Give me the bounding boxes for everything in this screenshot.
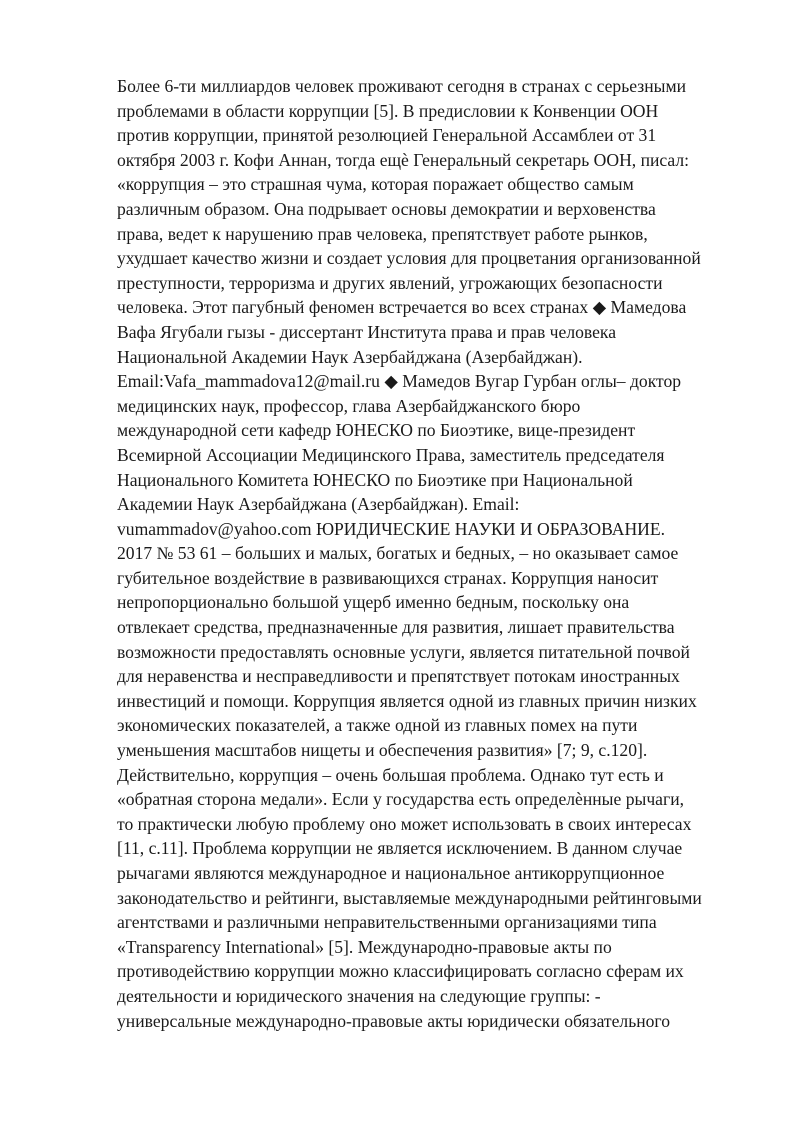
text-line: возможности предоставлять основные услуги, является питательной почвой [117, 641, 690, 662]
text-line: [11, с.11]. Проблема коррупции не является исключением. В данном случае [117, 838, 683, 859]
text-line: Национальной Академии Наук Азербайджана (Азербайджан). [117, 346, 583, 367]
text-line: международной сети кафедр ЮНЕСКО по Биоэтике, вице-президент [117, 420, 636, 441]
text-line: уменьшения масштабов нищеты и обеспечения развития» [7; 9, с.120]. [117, 740, 648, 761]
text-line: октября 2003 г. Кофи Аннан, тогда ещѐ Генеральный секретарь ООН, писал: [117, 149, 690, 170]
text-line: медицинских наук, профессор, глава Азербайджанского бюро [117, 395, 581, 416]
text-line: Email:Vafa_mammadova12@mail.ru ◆ Мамедов Вугар Гурбан оглы– доктор [117, 371, 682, 392]
text-line: отвлекает средства, предназначенные для развития, лишает правительства [117, 617, 675, 638]
text-line: для неравенства и несправедливости и препятствует потокам иностранных [117, 666, 680, 687]
text-line: непропорционально большой ущерб именно бедным, поскольку она [117, 592, 630, 613]
text-line: агентствами и различными неправительственными организациями типа [117, 912, 657, 933]
text-line: Всемирной Ассоциации Медицинского Права, заместитель председателя [117, 444, 665, 465]
text-line: различным образом. Она подрывает основы демократии и верховенства [117, 198, 656, 219]
text-line: универсальные международно-правовые акты юридически обязательного [117, 1010, 671, 1031]
text-line: против коррупции, принятой резолюцией Генеральной Ассамблеи от 31 [117, 125, 657, 146]
text-line: Академии Наук Азербайджана (Азербайджан). Email: [117, 494, 520, 515]
text-line: «Transparency International» [5]. Международно-правовые акты по [117, 936, 612, 957]
body-text [117, 74, 757, 1033]
text-line: губительное воздействие в развивающихся странах. Коррупция наносит [117, 567, 659, 588]
text-line: преступности, терроризма и других явлений, угрожающих безопасности [117, 272, 663, 293]
text-line: 2017 № 53 61 – больших и малых, богатых и бедных, – но оказывает самое [117, 543, 679, 564]
text-line: деятельности и юридического значения на следующие группы: - [117, 985, 601, 1006]
text-line: инвестиций и помощи. Коррупция является одной из главных причин низких [117, 690, 697, 711]
text-line: права, ведет к нарушению прав человека, препятствует работе рынков, [117, 223, 648, 244]
text-line: то практически любую проблему оно может использовать в своих интересах [117, 813, 692, 834]
text-line: человека. Этот пагубный феномен встречается во всех странах ◆ Мамедова [117, 297, 687, 318]
text-line: Вафа Ягубали гызы - диссертант Института права и прав человека [117, 321, 617, 342]
text-line: противодействию коррупции можно классифицировать согласно сферам их [117, 961, 684, 982]
text-line: «коррупция – это страшная чума, которая поражает общество самым [117, 174, 634, 195]
text-line: законодательство и рейтинги, выставляемые международными рейтинговыми [117, 887, 702, 908]
text-line: Национального Комитета ЮНЕСКО по Биоэтике при Национальной [117, 469, 633, 490]
text-line: Действительно, коррупция – очень большая проблема. Однако тут есть и [117, 764, 664, 785]
text-line: Более 6-ти миллиардов человек проживают сегодня в странах с серьезными [117, 76, 687, 96]
text-line: «обратная сторона медали». Если у государства есть определѐнные рычаги, [117, 789, 685, 810]
text-line: vumammadov@yahoo.com ЮРИДИЧЕСКИЕ НАУКИ И ОБРАЗОВАНИЕ. [117, 518, 666, 539]
text-line: рычагами являются международное и национальное антикоррупционное [117, 863, 665, 883]
text-line: проблемами в области коррупции [5]. В предисловии к Конвенции ООН [117, 100, 659, 121]
text-line: экономических показателей, а также одной из главных помех на пути [117, 715, 638, 736]
text-line: ухудшает качество жизни и создает условия для процветания организованной [117, 248, 701, 269]
